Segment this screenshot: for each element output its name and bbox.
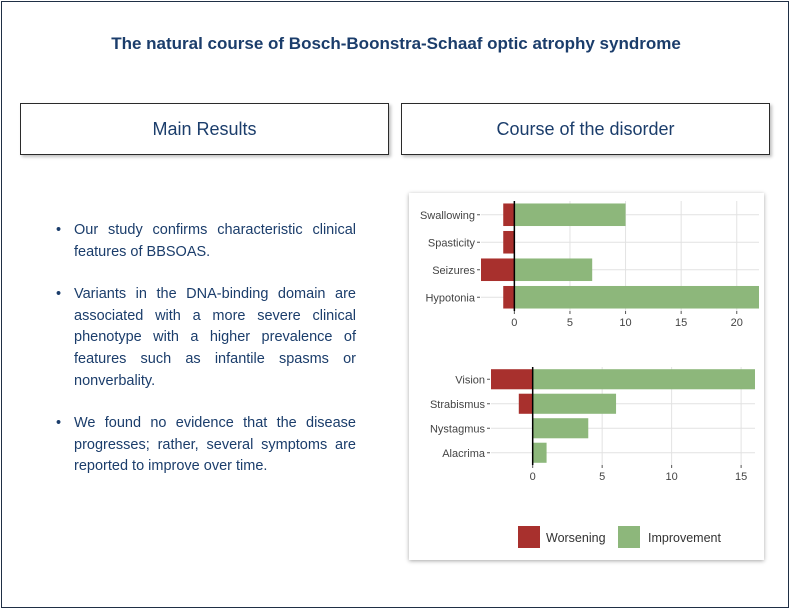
legend-improvement-label: Improvement xyxy=(648,531,721,545)
results-list xyxy=(56,220,356,499)
result-bullet-2: • Variants in the DNA-binding domain are associated with a more severe clinical phenotype with a higher prevalence of features such as infantile spasms or nonverbality. xyxy=(56,284,356,392)
x-tick-label: 20 xyxy=(730,317,743,329)
course-header xyxy=(401,103,770,155)
category-label: Alacrima xyxy=(442,447,485,460)
worsening-bar xyxy=(503,203,514,226)
improvement-bar xyxy=(514,258,592,281)
improvement-bar xyxy=(514,203,625,226)
x-tick-label: 0 xyxy=(511,317,518,329)
improvement-bar xyxy=(533,394,616,414)
x-tick-label: 0 xyxy=(529,471,536,483)
x-tick-label: 10 xyxy=(619,317,632,329)
worsening-bar xyxy=(491,369,533,389)
category-label: Hypotonia xyxy=(425,292,475,305)
page-title: The natural course of Bosch-Boonstra-Schaaf optic atrophy syndrome xyxy=(111,34,681,53)
improvement-bar xyxy=(533,418,589,438)
x-tick-label: 15 xyxy=(675,317,688,329)
improvement-bar xyxy=(533,443,547,463)
legend-improvement-swatch xyxy=(618,526,640,548)
worsening-bar xyxy=(519,394,533,414)
x-tick-label: 5 xyxy=(566,317,574,329)
chart-panel xyxy=(409,193,764,560)
course-label: Course of the disorder xyxy=(496,118,675,139)
main-results-label: Main Results xyxy=(152,118,257,139)
category-label: Vision xyxy=(455,374,485,387)
x-tick-label: 10 xyxy=(665,471,678,483)
x-tick-label: 5 xyxy=(599,471,606,483)
category-label: Seizures xyxy=(432,264,475,277)
category-label: Strabismus xyxy=(429,398,485,411)
result-bullet-3: • We found no evidence that the disease progresses; rather, several symptoms are reported to improve over time. xyxy=(56,413,356,478)
legend-worsening-swatch xyxy=(518,526,540,548)
category-label: Swallowing xyxy=(419,209,475,222)
x-tick-label: 15 xyxy=(734,471,748,483)
main-results-header xyxy=(20,103,389,155)
improvement-bar xyxy=(533,369,755,389)
improvement-bar xyxy=(514,286,759,309)
worsening-bar xyxy=(503,231,514,254)
category-label: Spasticity xyxy=(427,237,475,250)
category-label: Nystagmus xyxy=(429,423,485,436)
result-bullet-1: • Our study confirms characteristic clinical features of BBSOAS. xyxy=(56,220,356,263)
worsening-bar xyxy=(481,258,514,281)
charts-svg xyxy=(409,193,764,560)
legend-worsening-label: Worsening xyxy=(546,531,606,545)
worsening-bar xyxy=(503,286,514,309)
